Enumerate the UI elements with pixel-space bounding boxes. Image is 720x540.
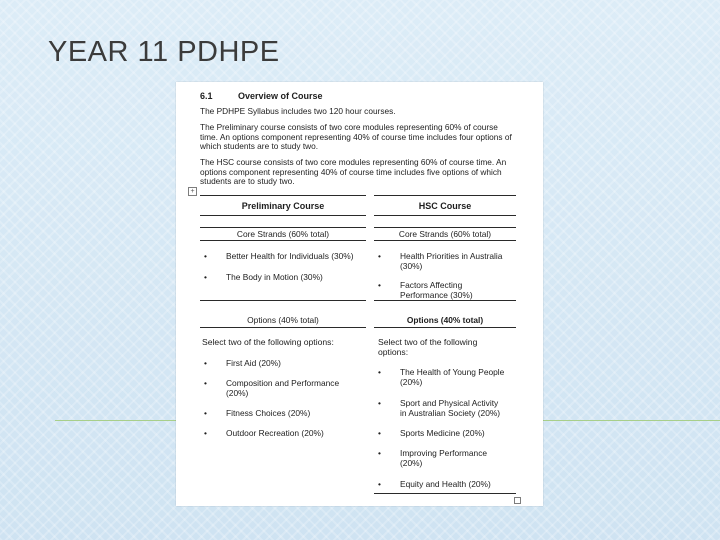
list-item-text: Factors Affecting — [400, 280, 463, 290]
paragraph-line: options component representing 40% of course time includes five options of which — [200, 166, 502, 177]
paragraph-line: which students are to study two. — [200, 141, 319, 152]
bullet-icon: • — [378, 448, 381, 458]
rule — [200, 300, 366, 301]
paragraph-preliminary — [200, 123, 535, 152]
rule — [200, 215, 366, 216]
options-intro: Select two of the following options: — [202, 337, 334, 347]
bullet-icon: • — [378, 479, 381, 489]
list-item-text: (20%) — [226, 388, 249, 398]
list-item-text: Improving Performance — [400, 448, 488, 458]
paragraph-line: The Preliminary course consists of two core modules representing 60% of course — [200, 122, 498, 132]
paragraph-line: The HSC course consists of two core modules representing 60% of course time. An — [200, 157, 507, 167]
options-intro: options: — [378, 347, 409, 357]
section-title: Overview of Course — [238, 91, 323, 101]
preliminary-core-heading: Core Strands (60% total) — [236, 229, 330, 239]
paragraph-hsc — [200, 158, 535, 187]
rule — [374, 227, 516, 228]
list-item-text: Performance (30%) — [400, 290, 473, 300]
bullet-icon: • — [204, 358, 207, 368]
paragraph-intro — [200, 107, 535, 117]
hsc-options-heading: Options (40% total) — [406, 315, 484, 325]
list-item-text: Composition and Performance — [226, 378, 340, 388]
bullet-icon: • — [204, 378, 207, 388]
list-item-text: (30%) — [400, 261, 423, 271]
paragraph-line: students are to study two. — [200, 176, 295, 187]
list-item-text: Sports Medicine (20%) — [400, 428, 485, 438]
list-item-text: The Body in Motion (30%) — [226, 272, 323, 282]
rule — [374, 493, 516, 494]
options-intro: Select two of the following — [378, 337, 478, 347]
rule — [200, 227, 366, 228]
list-item-text: Sport and Physical Activity — [400, 398, 499, 408]
list-item-text: First Aid (20%) — [226, 358, 281, 368]
paragraph-line: time. An options component representing 40% of course time includes four options of — [200, 131, 512, 142]
rule — [374, 240, 516, 241]
resize-handle-icon — [514, 497, 521, 504]
bullet-icon: • — [378, 251, 381, 261]
list-item-text: Health Priorities in Australia — [400, 251, 503, 261]
hsc-heading: HSC Course — [418, 201, 472, 211]
list-item-text: The Health of Young People — [400, 367, 505, 377]
list-item-text: (20%) — [400, 458, 423, 468]
list-item-text: Fitness Choices (20%) — [226, 408, 311, 418]
rule — [200, 240, 366, 241]
section-number: 6.1 — [200, 91, 213, 101]
preliminary-options-heading: Options (40% total) — [247, 315, 319, 325]
list-item-text: (20%) — [400, 377, 423, 387]
bullet-icon: • — [204, 251, 207, 261]
bullet-icon: • — [204, 408, 207, 418]
rule — [374, 327, 516, 328]
hsc-core-heading: Core Strands (60% total) — [398, 229, 492, 239]
list-item-text: Better Health for Individuals (30%) — [226, 251, 354, 261]
paragraph-line: The PDHPE Syllabus includes two 120 hour courses. — [200, 106, 396, 116]
slide-title: YEAR 11 PDHPE — [48, 36, 280, 68]
rule — [200, 327, 366, 328]
bullet-icon: • — [204, 272, 207, 282]
bullet-icon: • — [378, 398, 381, 408]
list-item-text: Equity and Health (20%) — [400, 479, 491, 489]
rule — [374, 300, 516, 301]
preliminary-heading: Preliminary Course — [241, 201, 325, 211]
rule — [200, 195, 366, 196]
rule — [374, 195, 516, 196]
bullet-icon: • — [378, 367, 381, 377]
bullet-icon: • — [378, 280, 381, 290]
expand-icon[interactable]: + — [188, 187, 197, 196]
document-image — [176, 82, 543, 506]
list-item-text: in Australian Society (20%) — [400, 408, 501, 418]
bullet-icon: • — [204, 428, 207, 438]
bullet-icon: • — [378, 428, 381, 438]
list-item-text: Outdoor Recreation (20%) — [226, 428, 324, 438]
rule — [374, 215, 516, 216]
